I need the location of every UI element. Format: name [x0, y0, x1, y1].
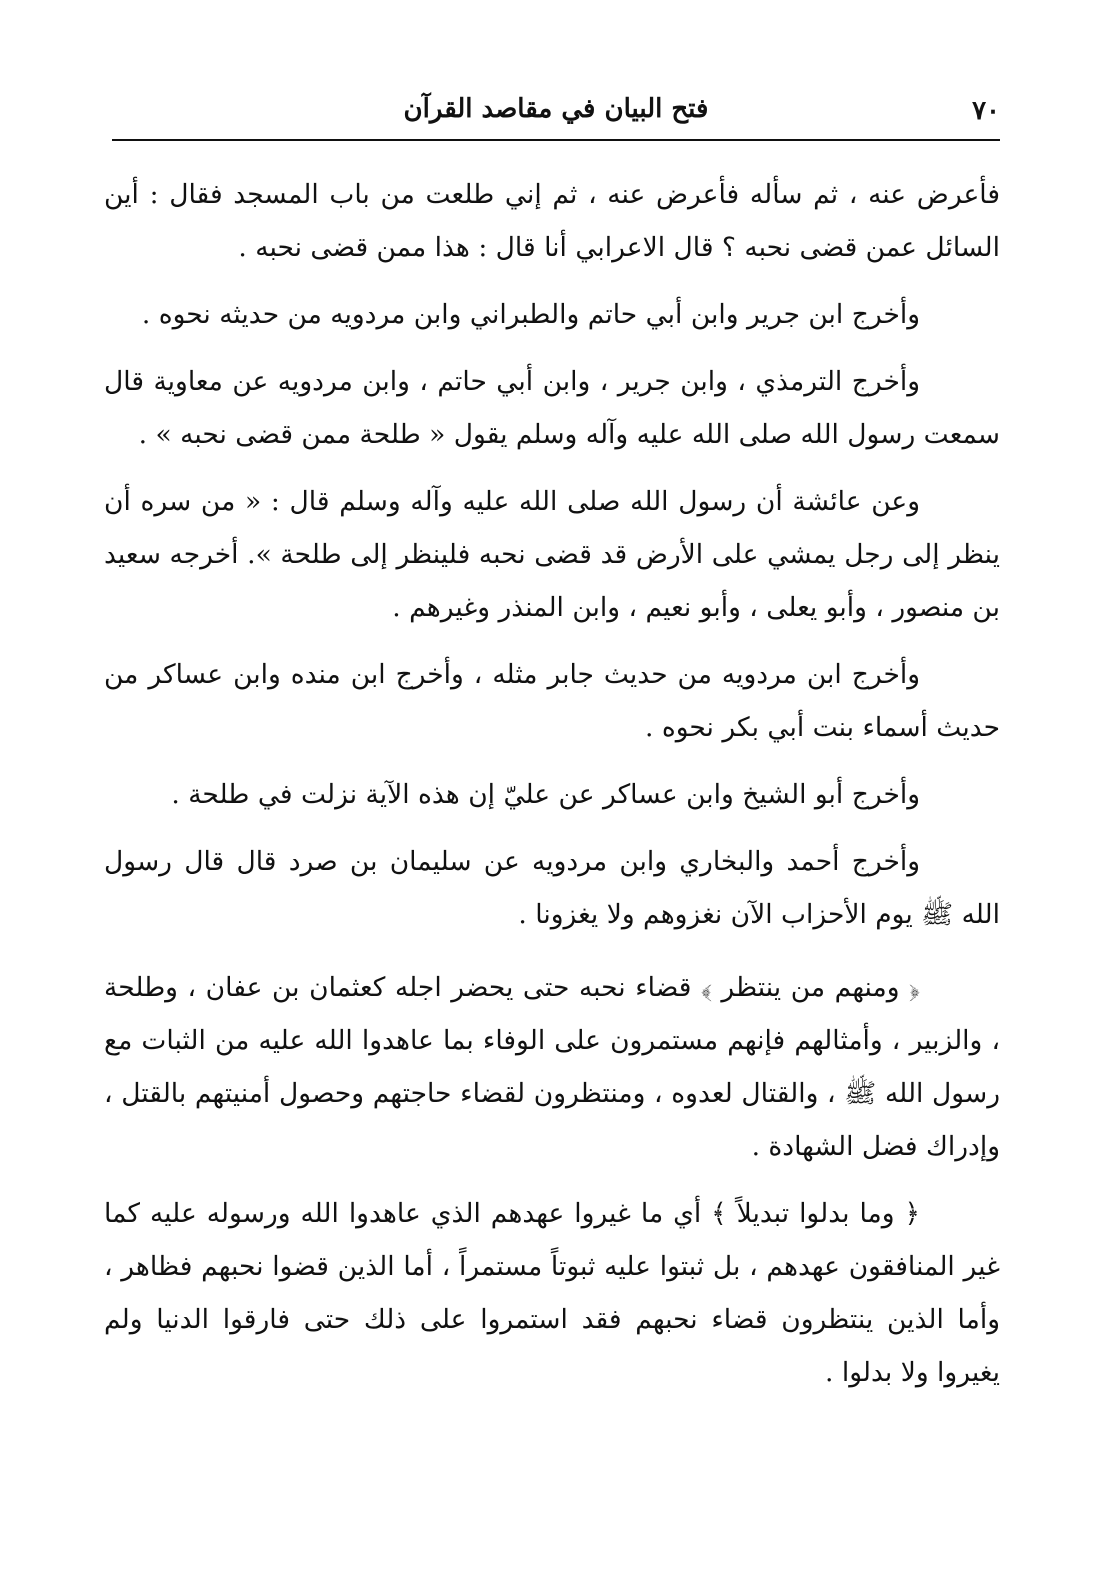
page-number: ٧٠	[972, 96, 1000, 126]
quran-commentary-paragraph: ﴿ وما بدلوا تبديلاً ﴾ أي ما غيروا عهدهم الذي عاهدوا الله ورسوله عليه كما غير المنافقون عهدهم ، بل ثبتوا عليه ثبوتاً مستمراً ، أما الذين قضوا نحبهم فظاهر ، وأما الذين ينتظرون قضاء نحبهم فقد استمروا على ذلك حتى فارقوا الدنيا ولم يغيروا ولا بدلوا .	[104, 1198, 1000, 1388]
paragraph: وأخرج ابن مردويه من حديث جابر مثله ، وأخرج ابن منده وابن عساكر من حديث أسماء بنت أبي بكر نحوه .	[104, 659, 1000, 743]
page-header	[112, 86, 1000, 138]
paragraph: وأخرج أبو الشيخ وابن عساكر عن عليّ إن هذه الآية نزلت في طلحة .	[171, 779, 920, 810]
paragraph: وأخرج أحمد والبخاري وابن مردويه عن سليمان بن صرد قال قال رسول الله ﷺ يوم الأحزاب الآن نغزوهم ولا يغزونا .	[104, 846, 1000, 930]
paragraph-continued: فأعرض عنه ، ثم سأله فأعرض عنه ، ثم إني طلعت من باب المسجد فقال : أين السائل عمن قضى نحبه ؟ قال الاعرابي أنا قال : هذا ممن قضى نحبه .	[104, 179, 1000, 263]
running-title: فتح البيان في مقاصد القرآن	[403, 94, 709, 124]
paragraph: وأخرج ابن جرير وابن أبي حاتم والطبراني وابن مردويه من حديثه نحوه .	[141, 299, 920, 330]
paragraph: وأخرج الترمذي ، وابن جرير ، وابن أبي حاتم ، وابن مردويه عن معاوية قال سمعت رسول الله صلى الله عليه وآله وسلم يقول « طلحة ممن قضى نحبه » .	[104, 366, 1000, 450]
header-rule	[112, 139, 1000, 141]
page-body	[104, 168, 1000, 1413]
quran-commentary-paragraph: ﴿ ومنهم من ينتظر ﴾ قضاء نحبه حتى يحضر اجله كعثمان بن عفان ، وطلحة ، والزبير ، وأمثالهم فإنهم مستمرون على الوفاء بما عاهدوا الله عليه من الثبات مع رسول الله ﷺ ، والقتال لعدوه ، ومنتظرون لقضاء حاجتهم وحصول أمنيتهم بالقتل ، وإدراك فضل الشهادة .	[104, 972, 1000, 1162]
paragraph: وعن عائشة أن رسول الله صلى الله عليه وآله وسلم قال : « من سره أن ينظر إلى رجل يمشي على الأرض قد قضى نحبه فلينظر إلى طلحة ». أخرجه سعيد بن منصور ، وأبو يعلى ، وأبو نعيم ، وابن المنذر وغيرهم .	[104, 486, 1000, 623]
